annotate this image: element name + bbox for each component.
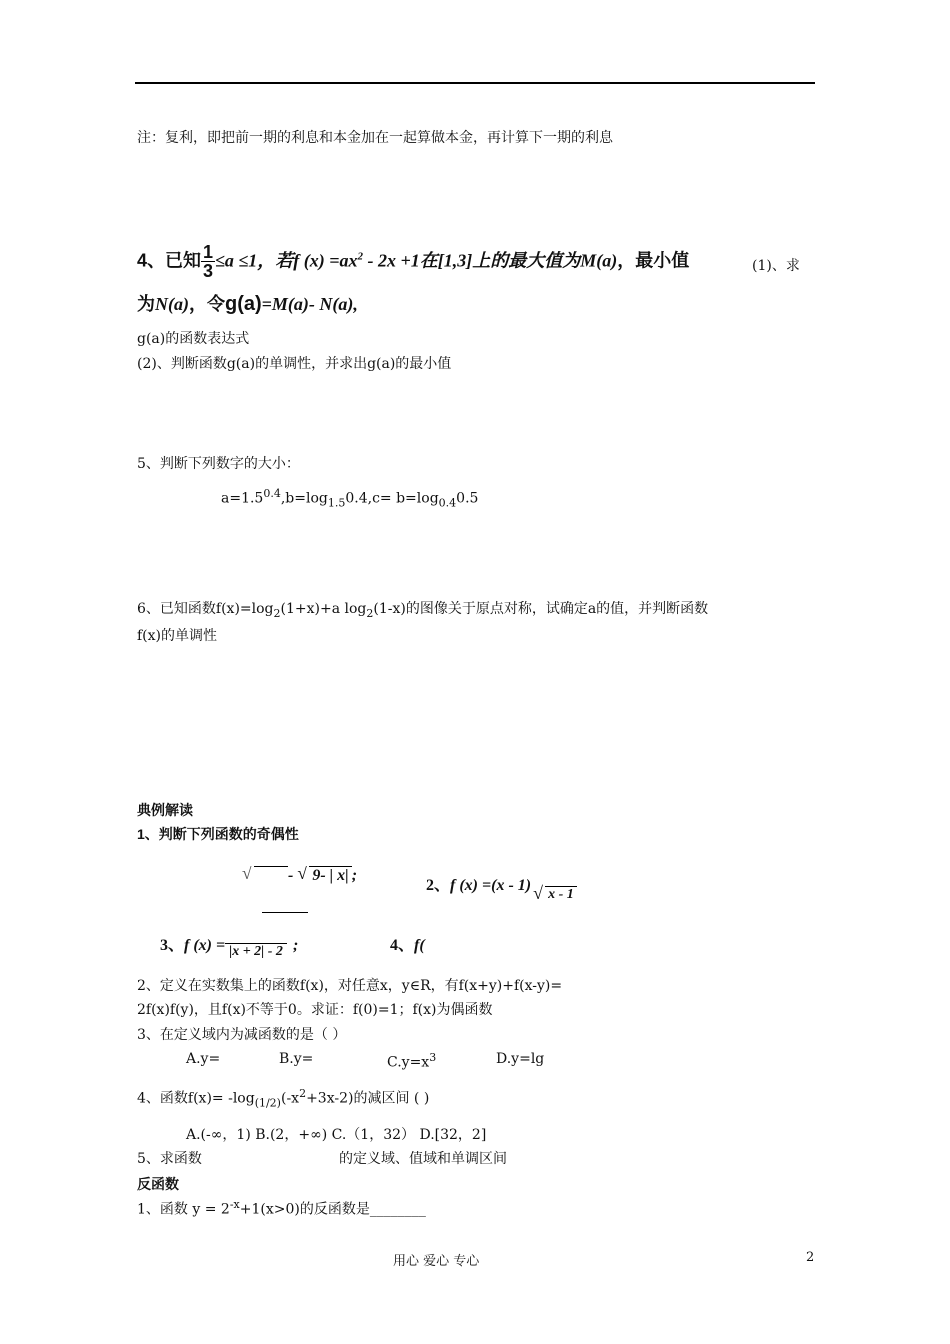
e3-option-c: $C.y=x^3$ xyxy=(387,1051,437,1071)
q4-condition: ≤a ≤1，若 xyxy=(215,250,294,271)
e2-line2: 2f(x)f(y)，且f(x)不等于0。求证：f(0)=1；f(x)为偶函数 xyxy=(137,1002,493,1018)
e4-question: 4、函数$f(x)= -\log_{(1/2)}(-x^2+3x-2)$的减区间 ( ) xyxy=(137,1087,430,1110)
e3-title: 3、在定义域内为减函数的是（ ） xyxy=(137,1027,347,1043)
e1-item2: 2、f (x) =(x - 1)√ x - 1 xyxy=(426,872,577,895)
e2-line1: 2、定义在实数集上的函数f(x)，对任意x，y∈R，有f(x+y)+f(x-y)= xyxy=(137,978,563,994)
e1-item1: √ - √ 9- | x| ; xyxy=(240,866,400,896)
q4-min-label: ，最小值 xyxy=(617,250,690,271)
e4-options: A.(-∞，1) B.(2，+∞) C.（1，32） D.[32，2] xyxy=(186,1127,487,1143)
e3-option-b: B.y= xyxy=(279,1051,314,1067)
q4-sub1: g(a)的函数表达式 xyxy=(137,331,250,347)
q4-sub2: (2)、判断函数g(a)的单调性，并求出g(a)的最小值 xyxy=(137,356,452,372)
e1-item1-cut-sqrt xyxy=(254,866,288,885)
footer-text: 用心 爱心 专心 xyxy=(393,1254,480,1269)
q5-expression: $a=1.5^{0.4},b=\log_{1.5}0.4,c= b=\log_{0.4}0.5$ xyxy=(221,487,479,510)
e3-option-a: A.y= xyxy=(186,1051,221,1067)
q4-g: g(a) xyxy=(225,293,262,315)
e5-label: 5、求函数 xyxy=(137,1151,202,1167)
inverse-heading: 反函数 xyxy=(137,1176,179,1192)
q6-line1: 6、已知函数$f(x)=\log_2(1+x)+a$ $\log_2(1-x)$的图像关于原点对称，试确定a的值，并判断函数 xyxy=(137,601,709,620)
q6-line2: f(x)的单调性 xyxy=(137,628,218,644)
e1-item4: 4、f( xyxy=(390,937,425,954)
e3-option-d: D.y=lg xyxy=(496,1051,545,1067)
inverse-q1: 1、函数 $y = 2^{-x}+1(x>0)$的反函数是________ xyxy=(137,1198,426,1218)
note-text: 注：复利，即把前一期的利息和本金加在一起算做本金，再计算下一期的利息 xyxy=(137,130,613,146)
q5-title: 5、判断下列数字的大小： xyxy=(137,456,300,472)
q4-part1-tail: (1)、求 xyxy=(752,258,800,274)
q4-fraction: $\frac{1}{3}$ xyxy=(203,242,214,281)
examples-heading: 典例解读 xyxy=(137,802,193,818)
e5-rest: 的定义域、值域和单调区间 xyxy=(339,1151,507,1167)
e1-item3-top-rule xyxy=(262,912,308,913)
q4-prefix: 4、已知 xyxy=(137,250,202,271)
q4-line1: 4、已知 $\frac{1}{3}$ ≤a ≤1，若f $(x) =ax^2 - 2x +1$在[1,3]上的最大值为M(a)，最小值 xyxy=(137,242,690,281)
e1-item3: 3、f (x) = |x + 2| - 2 ; xyxy=(160,937,299,959)
q4-func: f (x) =ax xyxy=(293,250,358,271)
page-number: 2 xyxy=(806,1250,815,1265)
top-rule xyxy=(135,82,815,84)
q4-max: M(a) xyxy=(580,250,618,271)
q4-line2: 为N(a)，令g(a)=M(a)- N(a), xyxy=(137,293,358,315)
q4-func-rest: - 2x +1在[1,3]上的最大值为 xyxy=(363,250,581,271)
e1-title: 1、判断下列函数的奇偶性 xyxy=(137,826,299,842)
